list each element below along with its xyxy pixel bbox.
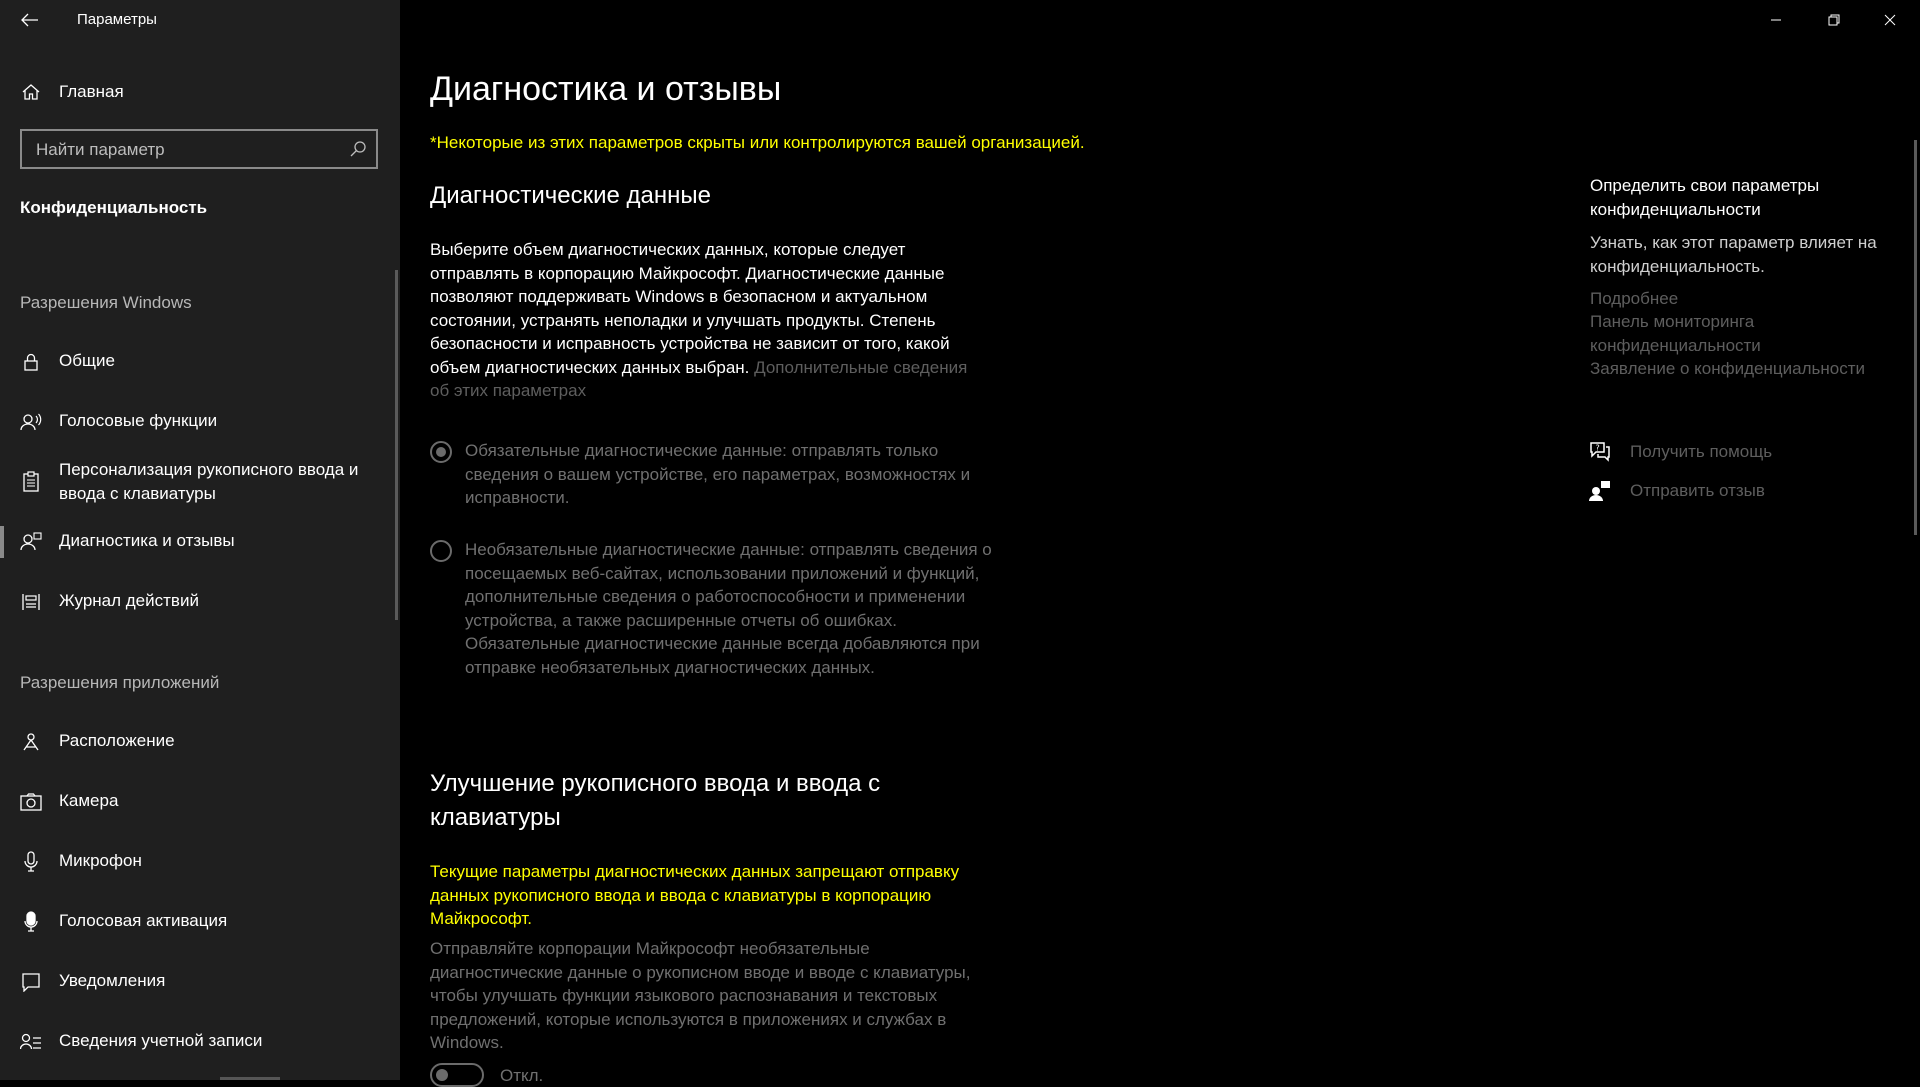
radio-required-label: Обязательные диагностические данные: отправлять только сведения о вашем устройстве, его параметрах, возможностях и исправности. (465, 441, 971, 507)
privacy-options-heading: Определить свои параметры конфиденциальности (1590, 176, 1820, 219)
org-warning: *Некоторые из этих параметров скрыты или контролируются вашей организацией. (430, 133, 1085, 152)
sidebar-item-label: Голосовая активация (59, 911, 228, 930)
inking-description: Отправляйте корпорации Майкрософт необязательные диагностические данные о рукописном вводе и вводе с клавиатуры, чтобы улучшать функции языкового распознавания и текстовых предложений, которые используются в приложениях и службах в Windows. (430, 939, 971, 1052)
sidebar-scrollbar[interactable] (395, 270, 398, 620)
send-feedback-label: Отправить отзыв (1630, 481, 1765, 500)
sidebar-item-label: Персонализация рукописного ввода и ввода с клавиатуры (59, 460, 359, 503)
sidebar-item-activity-history[interactable] (0, 578, 400, 626)
voice-activation-icon (19, 910, 43, 934)
sidebar-item-label: Микрофон (59, 851, 142, 870)
inking-typing-heading: Улучшение рукописного ввода и ввода с клавиатуры (430, 770, 881, 831)
sidebar-item-account-info[interactable] (0, 1018, 400, 1066)
microphone-icon (19, 850, 43, 874)
sidebar-item-label: Главная (59, 82, 124, 101)
radio-required-diagnostics[interactable] (430, 439, 1000, 511)
lock-icon (19, 350, 43, 374)
radio-optional-label: Необязательные диагностические данные: отправлять сведения о посещаемых веб-сайтах, использовании приложений и функций, дополнительные сведения о работоспособности и применении устройства, а также расширенные отчеты об ошибках. Обязательные диагностические данные всегда добавляются при отправке необязательных диагностических данных. (465, 540, 992, 677)
maximize-button[interactable] (1806, 0, 1862, 40)
back-button[interactable] (14, 6, 46, 34)
minimize-button[interactable] (1748, 0, 1804, 40)
sidebar-item-label: Расположение (59, 731, 175, 750)
close-icon (1884, 14, 1896, 26)
radio-button[interactable] (430, 540, 452, 562)
privacy-dashboard-link[interactable]: Панель мониторинга конфиденциальности (1590, 312, 1761, 355)
search-box (20, 129, 378, 169)
help-chat-icon (1588, 440, 1612, 464)
main-scrollbar[interactable] (1914, 140, 1917, 535)
sidebar-item-label: Сведения учетной записи (59, 1031, 263, 1050)
section-title: Конфиденциальность (20, 198, 208, 217)
sidebar-item-microphone[interactable] (0, 838, 400, 886)
radio-optional-diagnostics[interactable] (430, 538, 1000, 703)
close-button[interactable] (1862, 0, 1918, 40)
app-permissions-label: Разрешения приложений (20, 673, 220, 692)
sidebar-item-label: Уведомления (59, 971, 166, 990)
privacy-options-subheading: Узнать, как этот параметр влияет на конфиденциальность. (1590, 233, 1877, 276)
more-info-link[interactable]: Дополнительные сведения об этих параметрах (430, 357, 968, 400)
minimize-icon (1770, 14, 1782, 26)
sidebar-item-camera[interactable] (0, 778, 400, 826)
page-title: Диагностика и отзывы (430, 70, 782, 108)
sidebar-item-label: Голосовые функции (59, 411, 218, 430)
sidebar-item-speech[interactable] (0, 398, 400, 446)
get-help-link[interactable] (1588, 438, 1848, 468)
sidebar-item-notifications[interactable] (0, 958, 400, 1006)
feedback-person-icon (1588, 479, 1612, 503)
notifications-icon (19, 970, 43, 994)
sidebar-item-label: Общие (59, 351, 115, 370)
sidebar-item-general[interactable] (0, 338, 400, 386)
feedback-icon (19, 530, 43, 554)
sidebar-item-label: Журнал действий (59, 591, 199, 610)
windows-permissions-label: Разрешения Windows (20, 293, 192, 312)
svg-text:?: ? (1595, 443, 1600, 453)
get-help-label: Получить помощь (1630, 442, 1773, 461)
learn-more-link[interactable]: Подробнее (1590, 289, 1679, 308)
camera-icon (19, 790, 43, 814)
sidebar-item-inking-typing[interactable] (0, 448, 400, 518)
home-icon (19, 80, 43, 104)
inking-toggle[interactable] (430, 1063, 484, 1087)
description-text: Выберите объем диагностических данных, которые следует отправлять в корпорацию Майкрософт. Диагностические данные позволяют поддерживать Windows в безопасном и актуальном состоянии, устранять неполадки и улучшать продукты. Степень безопасности и исправность устройства не зависит от того, какой объем диагностических данных выбран. (430, 240, 950, 377)
sidebar-item-voice-activation[interactable] (0, 898, 400, 946)
send-feedback-link[interactable] (1588, 477, 1848, 507)
activity-history-icon (19, 590, 43, 614)
sidebar (0, 0, 400, 1080)
app-title: Параметры (77, 11, 157, 28)
diagnostic-data-description (430, 238, 990, 403)
sidebar-item-label: Диагностика и отзывы (59, 531, 235, 550)
back-arrow-icon (21, 13, 39, 27)
diagnostic-data-heading: Диагностические данные (430, 182, 711, 209)
sidebar-item-label: Камера (59, 791, 119, 810)
privacy-statement-link[interactable]: Заявление о конфиденциальности (1590, 359, 1865, 378)
clipboard-icon (19, 470, 43, 494)
sidebar-item-location[interactable] (0, 718, 400, 766)
inking-warning: Текущие параметры диагностических данных запрещают отправку данных рукописного ввода и ввода с клавиатуры в корпорацию Майкрософт. (430, 862, 960, 928)
search-input[interactable] (22, 131, 338, 169)
toggle-state-label: Откл. (500, 1066, 544, 1085)
speech-icon (19, 410, 43, 434)
account-info-icon (19, 1030, 43, 1054)
search-icon[interactable] (348, 139, 368, 159)
title-bar (0, 0, 400, 40)
radio-button-checked[interactable] (430, 441, 452, 463)
sidebar-item-home[interactable] (0, 72, 400, 112)
restore-icon (1828, 14, 1840, 26)
sidebar-item-diagnostics[interactable] (0, 518, 400, 566)
location-icon (19, 730, 43, 754)
